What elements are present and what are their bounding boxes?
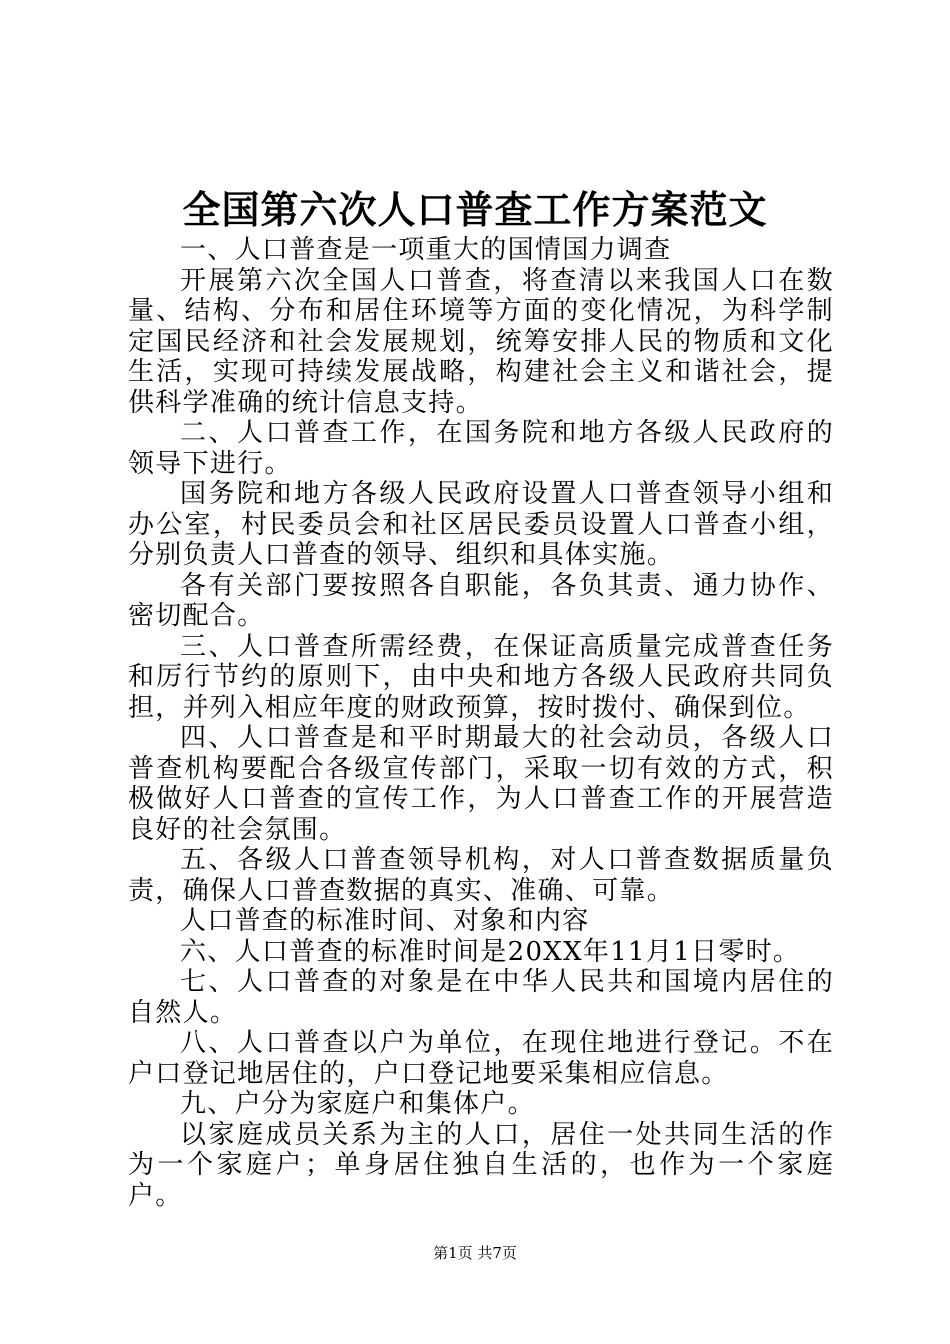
paragraph: 五、各级人口普查领导机构，对人口普查数据质量负责，确保人口普查数据的真实、准确、可靠。 [128,845,834,906]
document-title: 全国第六次人口普查工作方案范文 [182,187,768,232]
paragraph: 九、户分为家庭户和集体户。 [180,1089,535,1119]
paragraph: 各有关部门要按照各自职能，各负其责、通力协作、密切配合。 [128,570,834,631]
document-body [128,235,834,1211]
paragraph: 三、人口普查所需经费，在保证高质量完成普查任务和厉行节约的原则下，由中央和地方各级人民政府共同负担，并列入相应年度的财政预算，按时拨付、确保到位。 [128,631,834,723]
paragraph: 人口普查的标准时间、对象和内容 [180,906,590,936]
paragraph: 二、人口普查工作，在国务院和地方各级人民政府的领导下进行。 [128,418,834,479]
page-number-footer: 第1页 共7页 [433,1244,517,1262]
paragraph: 国务院和地方各级人民政府设置人口普查领导小组和办公室，村民委员会和社区居民委员设置人口普查小组，分别负责人口普查的领导、组织和具体实施。 [128,479,834,570]
paragraph: 以家庭成员关系为主的人口，居住一处共同生活的作为一个家庭户；单身居住独自生活的，也作为一个家庭户。 [128,1119,834,1211]
paragraph: 四、人口普查是和平时期最大的社会动员，各级人口普查机构要配合各级宣传部门，采取一切有效的方式，积极做好人口普查的宣传工作，为人口普查工作的开展营造良好的社会氛围。 [128,723,834,845]
paragraph: 开展第六次全国人口普查，将查清以来我国人口在数量、结构、分布和居住环境等方面的变化情况，为科学制定国民经济和社会发展规划，统筹安排人民的物质和文化生活，实现可持续发展战略，构建社会主义和谐社会，提供科学准确的统计信息支持。 [128,265,834,418]
paragraph: 七、人口普查的对象是在中华人民共和国境内居住的自然人。 [128,967,834,1028]
paragraph: 八、人口普查以户为单位，在现住地进行登记。不在户口登记地居住的，户口登记地要采集相应信息。 [128,1028,834,1089]
paragraph: 六、人口普查的标准时间是20XX年11月1日零时。 [180,936,801,967]
paragraph: 一、人口普查是一项重大的国情国力调查 [180,235,672,265]
